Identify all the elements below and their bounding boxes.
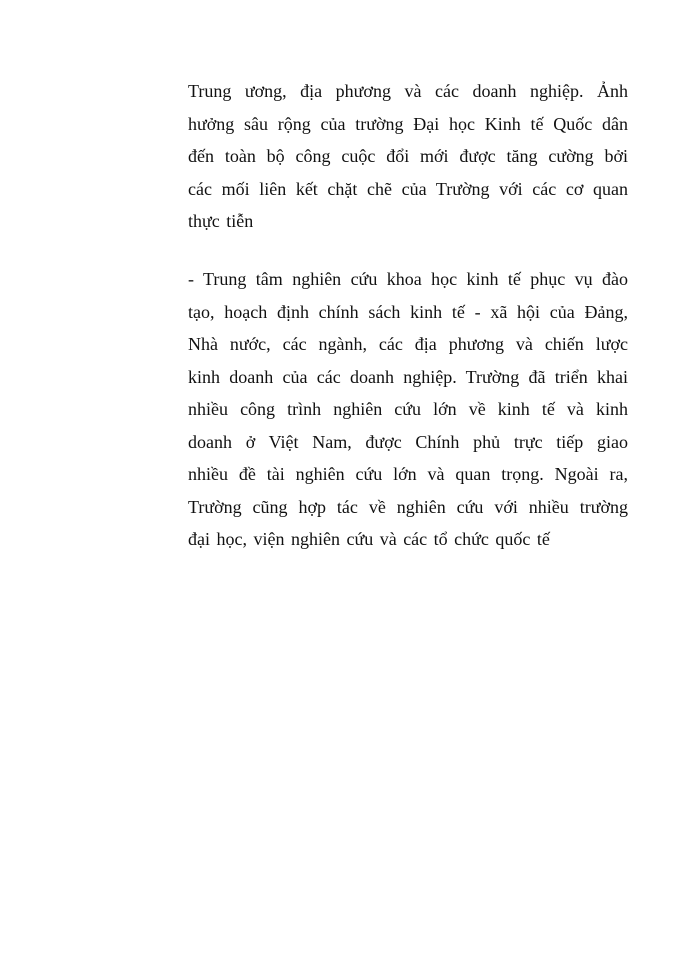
paragraph-line: Nhà nước, các ngành, các địa phương và chiến lược: [188, 334, 628, 354]
paragraph-line: Trường cũng hợp tác về nghiên cứu với nhiều trường: [188, 496, 628, 517]
paragraph-line: nhiều đề tài nghiên cứu lớn và quan trọng. Ngoài ra,: [188, 464, 628, 484]
paragraph-line: thực tiễn: [188, 211, 254, 231]
paragraph-line: hưởng sâu rộng của trường Đại học Kinh tế Quốc dân: [188, 113, 628, 134]
paragraph-line: doanh ở Việt Nam, được Chính phủ trực tiếp giao: [188, 431, 628, 452]
paragraph-line: Trung ương, địa phương và các doanh nghiệp. Ảnh: [188, 81, 628, 101]
paragraph-line: đến toàn bộ công cuộc đổi mới được tăng cường bởi: [188, 146, 628, 166]
paragraph-line: các mối liên kết chặt chẽ của Trường với các cơ quan: [188, 178, 628, 199]
paragraph-line: nhiều công trình nghiên cứu lớn về kinh tế và kinh: [188, 399, 628, 419]
paragraph-line: - Trung tâm nghiên cứu khoa học kinh tế phục vụ đào: [188, 269, 628, 289]
paragraph-continuation: [188, 75, 628, 238]
paragraph-research-center: [188, 263, 628, 556]
paragraph-line: kinh doanh của các doanh nghiệp. Trường đã triển khai: [188, 366, 628, 387]
paragraph-line: đại học, viện nghiên cứu và các tổ chức quốc tế: [188, 529, 550, 549]
paragraph-line: tạo, hoạch định chính sách kinh tế - xã hội của Đảng,: [188, 301, 628, 322]
